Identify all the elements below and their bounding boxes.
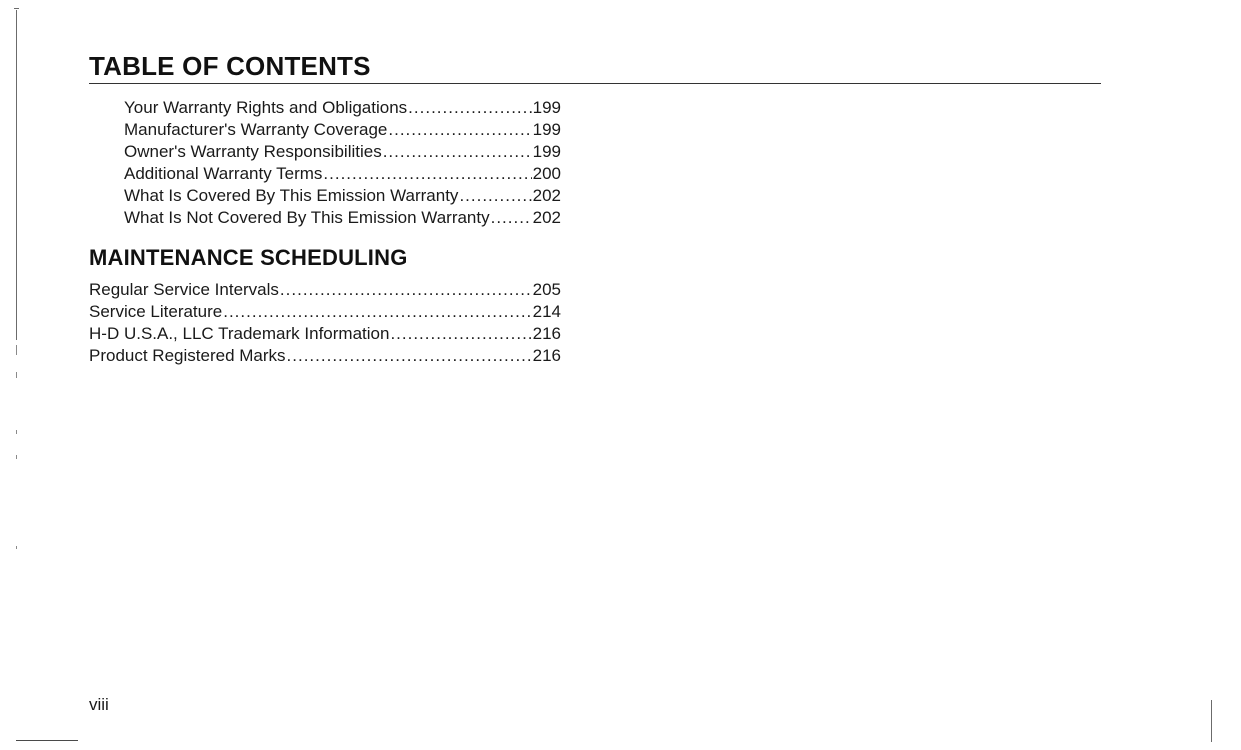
dot-leader: [408, 97, 531, 119]
toc-entry-warranty-rights[interactable]: [124, 97, 561, 119]
scan-edge-right: [1211, 700, 1212, 742]
toc-entry-additional-terms[interactable]: [124, 163, 561, 185]
scan-edge-bottom: [16, 740, 78, 741]
toc-entry-label: H-D U.S.A., LLC Trademark Information: [89, 324, 390, 343]
dot-leader: [388, 119, 531, 141]
toc-entry-page: 214: [532, 302, 561, 321]
page-title: TABLE OF CONTENTS: [89, 51, 371, 81]
dot-leader: [491, 207, 532, 229]
dot-leader: [323, 163, 531, 185]
toc-entry-service-literature[interactable]: [89, 301, 561, 323]
toc-entry-label: Additional Warranty Terms: [124, 164, 323, 183]
toc-entry-manufacturer-coverage[interactable]: [124, 119, 561, 141]
dot-leader: [459, 185, 531, 207]
toc-entry-page: 216: [532, 324, 561, 343]
toc-entry-what-is-not-covered[interactable]: [124, 207, 561, 229]
toc-entry-regular-service[interactable]: [89, 279, 561, 301]
toc-entry-trademark-info[interactable]: [89, 323, 561, 345]
toc-entry-label: Regular Service Intervals: [89, 280, 279, 299]
scan-edge-mark: [16, 455, 17, 459]
toc-entry-page: 202: [532, 186, 561, 205]
toc-entry-label: Owner's Warranty Responsibilities: [124, 142, 382, 161]
section-heading: MAINTENANCE SCHEDULING: [89, 245, 408, 270]
dot-leader: [287, 345, 532, 367]
toc-entry-label: What Is Not Covered By This Emission Warranty: [124, 208, 490, 227]
scan-edge-left: [16, 10, 17, 340]
toc-entry-label: Manufacturer's Warranty Coverage: [124, 120, 388, 139]
scan-edge-mark: [14, 8, 19, 9]
scan-edge-mark: [16, 546, 17, 549]
dot-leader: [390, 323, 531, 345]
toc-entry-label: What Is Covered By This Emission Warranty: [124, 186, 459, 205]
dot-leader: [223, 301, 531, 323]
toc-entry-page: 199: [532, 142, 561, 161]
toc-entry-page: 199: [532, 120, 561, 139]
toc-entry-label: Product Registered Marks: [89, 346, 286, 365]
toc-entry-page: 205: [532, 280, 561, 299]
title-rule: [89, 83, 1101, 84]
scan-edge-mark: [16, 345, 17, 355]
toc-entry-page: 200: [532, 164, 561, 183]
scan-edge-mark: [16, 372, 17, 378]
scan-edge-mark: [16, 430, 17, 434]
toc-entry-owner-responsibilities[interactable]: [124, 141, 561, 163]
toc-entry-page: 216: [532, 346, 561, 365]
toc-entry-page: 199: [532, 98, 561, 117]
page-number: viii: [89, 695, 109, 714]
dot-leader: [280, 279, 532, 301]
toc-entry-what-is-covered[interactable]: [124, 185, 561, 207]
toc-entry-registered-marks[interactable]: [89, 345, 561, 367]
dot-leader: [383, 141, 532, 163]
toc-entry-page: 202: [532, 208, 561, 227]
toc-entry-label: Service Literature: [89, 302, 223, 321]
toc-entry-label: Your Warranty Rights and Obligations: [124, 98, 408, 117]
